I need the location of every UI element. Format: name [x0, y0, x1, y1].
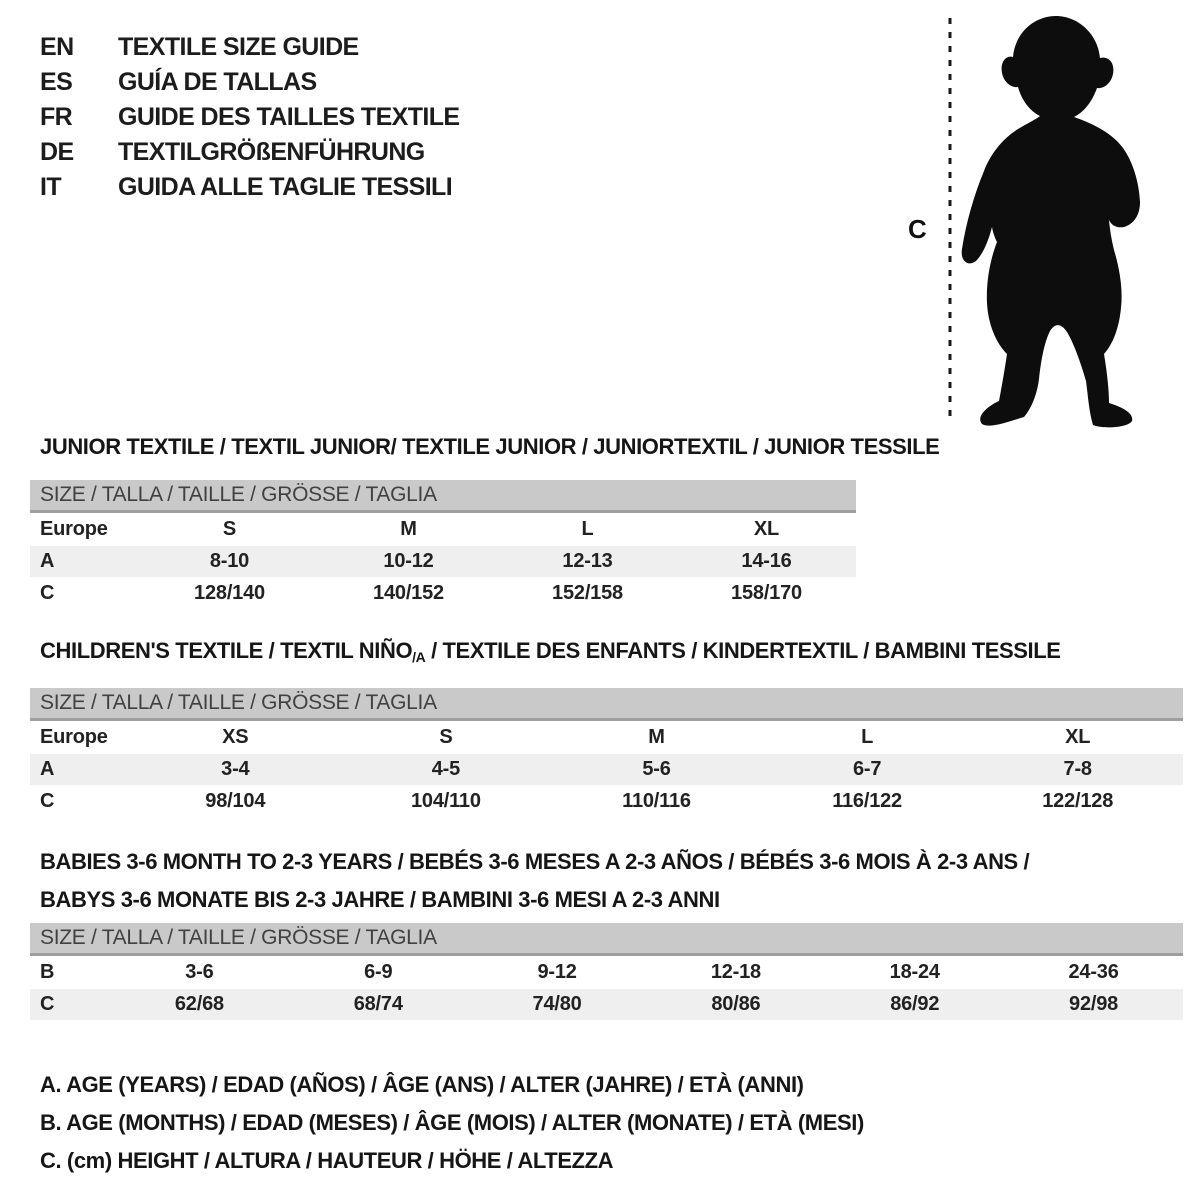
- size-cell: S: [439, 726, 453, 748]
- lang-title-en: TEXTILE SIZE GUIDE: [118, 33, 359, 61]
- lang-row-es: [40, 65, 460, 100]
- lang-row-it: [40, 170, 460, 205]
- toddler-silhouette-shape: [962, 16, 1140, 427]
- height-cell: 122/128: [1042, 790, 1114, 812]
- row-label: A: [40, 758, 55, 780]
- babies-title-line1: BABIES 3-6 MONTH TO 2-3 YEARS / BEBÉS 3-6 MESES A 2-3 AÑOS / BÉBÉS 3-6 MOIS À 2-3 ANS /: [40, 849, 1030, 874]
- age-cell: 10-12: [383, 550, 434, 572]
- age-cell: 6-9: [364, 961, 393, 983]
- legend-line-height-cm: C. (cm) HEIGHT / ALTURA / HAUTEUR / HÖHE / ALTEZZA: [40, 1148, 614, 1173]
- lang-title-fr: GUIDE DES TAILLES TEXTILE: [118, 103, 460, 131]
- table-row: [30, 513, 856, 546]
- children-size-table: [30, 688, 1183, 818]
- size-cell: L: [581, 518, 594, 540]
- age-cell: 12-18: [710, 961, 761, 983]
- lang-code-en: EN: [40, 33, 74, 61]
- junior-section-title: JUNIOR TEXTILE / TEXTIL JUNIOR/ TEXTILE JUNIOR / JUNIORTEXTIL / JUNIOR TESSILE: [40, 434, 940, 459]
- age-cell: 4-5: [431, 758, 461, 780]
- size-cell: XL: [753, 518, 780, 540]
- size-cell: M: [400, 518, 417, 540]
- lang-code-es: ES: [40, 68, 73, 96]
- age-cell: 14-16: [741, 550, 792, 572]
- height-cell: 68/74: [353, 993, 403, 1015]
- height-cell: 128/140: [194, 582, 265, 604]
- lang-code-fr: FR: [40, 103, 73, 131]
- height-cell: 86/92: [890, 993, 940, 1015]
- age-cell: 8-10: [209, 550, 250, 572]
- size-cell: XS: [222, 726, 249, 748]
- children-section-title: [40, 638, 1061, 665]
- row-label: Europe: [40, 518, 108, 540]
- size-cell: M: [648, 726, 665, 748]
- table-row: [30, 754, 1183, 785]
- toddler-silhouette-icon: [880, 0, 1200, 440]
- row-label: B: [40, 961, 55, 983]
- measurement-legend: [40, 1066, 864, 1180]
- lang-code-it: IT: [40, 173, 62, 201]
- lang-title-it: GUIDA ALLE TAGLIE TESSILI: [118, 173, 453, 201]
- height-cell: 158/170: [731, 582, 802, 604]
- table-row: [30, 546, 856, 577]
- height-cell: 140/152: [373, 582, 444, 604]
- height-cell: 152/158: [552, 582, 623, 604]
- table-row: [30, 785, 1183, 818]
- row-label: C: [40, 993, 55, 1015]
- size-cell: S: [222, 518, 237, 540]
- lang-title-es: GUÍA DE TALLAS: [118, 68, 317, 96]
- row-label: A: [40, 550, 55, 572]
- height-cell: 110/116: [622, 790, 691, 812]
- babies-section-title: [40, 843, 1029, 919]
- table-row: [30, 989, 1183, 1020]
- height-cell: 104/110: [410, 790, 481, 812]
- age-cell: 3-4: [221, 758, 250, 780]
- babies-size-header-bar: SIZE / TALLA / TAILLE / GRÖSSE / TAGLIA: [30, 923, 1183, 956]
- lang-title-de: TEXTILGRÖßENFÜHRUNG: [118, 138, 425, 166]
- lang-row-de: [40, 135, 460, 170]
- size-cell: L: [861, 726, 874, 748]
- height-measure-label: C: [908, 214, 927, 244]
- junior-size-table: [30, 480, 856, 610]
- height-cell: 80/86: [711, 993, 761, 1015]
- age-cell: 6-7: [852, 758, 882, 780]
- babies-title-line2: BABYS 3-6 MONATE BIS 2-3 JAHRE / BAMBINI 3-6 MESI A 2-3 ANNI: [40, 887, 720, 912]
- age-cell: 3-6: [185, 961, 214, 983]
- lang-code-de: DE: [40, 138, 74, 166]
- row-label: C: [40, 790, 55, 812]
- children-title-sub: /A: [412, 649, 426, 665]
- height-cell: 62/68: [174, 993, 224, 1015]
- age-cell: 24-36: [1068, 961, 1119, 983]
- children-title-post: / TEXTILE DES ENFANTS / KINDERTEXTIL / BAMBINI TESSILE: [425, 638, 1061, 663]
- age-cell: 12-13: [562, 550, 613, 572]
- legend-line-age-months: B. AGE (MONTHS) / EDAD (MESES) / ÂGE (MOIS) / ALTER (MONATE) / ETÀ (MESI): [40, 1110, 864, 1135]
- height-measure-figure: [880, 0, 1200, 440]
- children-size-header-bar: SIZE / TALLA / TAILLE / GRÖSSE / TAGLIA: [30, 688, 1183, 721]
- size-cell: XL: [1065, 726, 1091, 748]
- age-cell: 9-12: [537, 961, 577, 983]
- lang-row-fr: [40, 100, 460, 135]
- age-cell: 18-24: [889, 961, 940, 983]
- language-title-block: [40, 30, 460, 205]
- age-cell: 5-6: [642, 758, 671, 780]
- height-cell: 98/104: [205, 790, 266, 812]
- children-title-pre: CHILDREN'S TEXTILE / TEXTIL NIÑO: [40, 638, 413, 663]
- table-row: [30, 577, 856, 610]
- height-cell: 92/98: [1069, 993, 1119, 1015]
- row-label: Europe: [40, 726, 108, 748]
- babies-size-table: [30, 923, 1183, 1020]
- legend-line-age-years: A. AGE (YEARS) / EDAD (AÑOS) / ÂGE (ANS) / ALTER (JAHRE) / ETÀ (ANNI): [40, 1072, 804, 1097]
- lang-row-en: [40, 30, 460, 65]
- table-row: [30, 956, 1183, 989]
- height-cell: 74/80: [532, 993, 582, 1015]
- junior-size-header-bar: SIZE / TALLA / TAILLE / GRÖSSE / TAGLIA: [30, 480, 856, 513]
- table-row: [30, 721, 1183, 754]
- age-cell: 7-8: [1063, 758, 1092, 780]
- height-cell: 116/122: [832, 790, 902, 812]
- row-label: C: [40, 582, 55, 604]
